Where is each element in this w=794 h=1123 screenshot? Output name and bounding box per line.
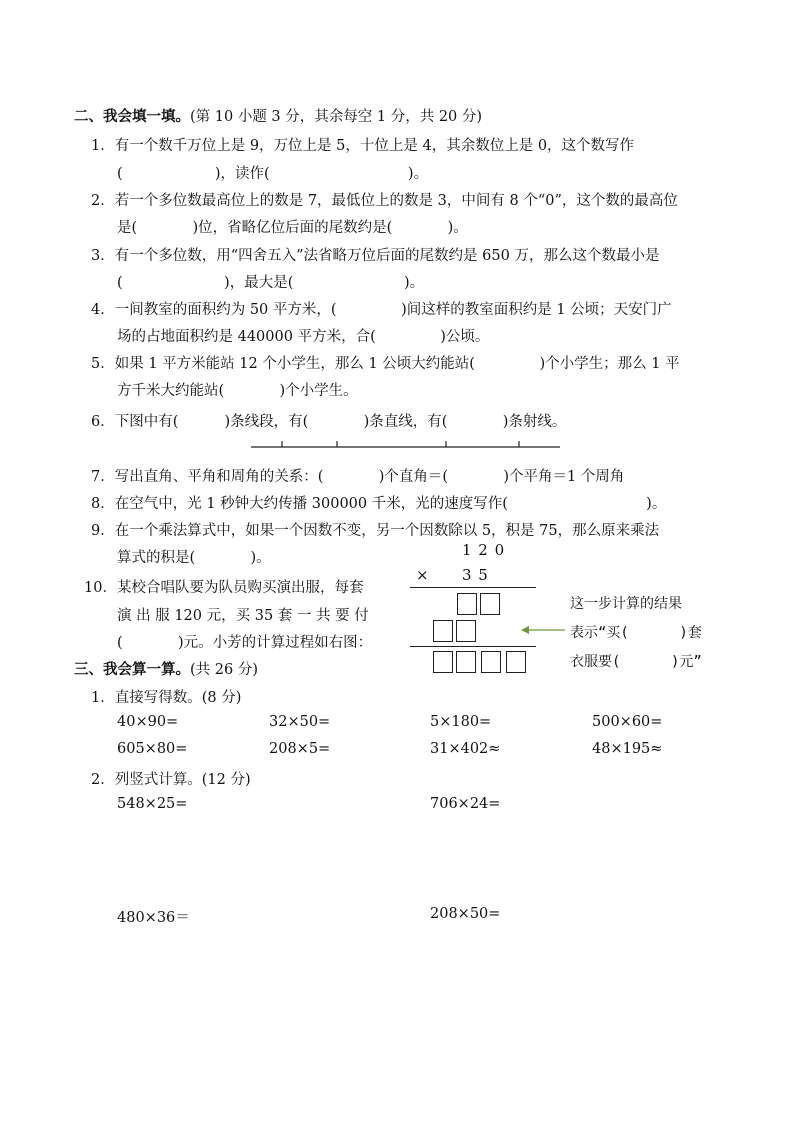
vertical-problem: 480×36＝ xyxy=(117,910,190,926)
oral-problem: 605×80= xyxy=(117,741,188,757)
annotation-line-3: 衣服要( )元” xyxy=(570,654,702,670)
answer-box[interactable] xyxy=(456,620,476,642)
answer-box[interactable] xyxy=(456,651,476,673)
question-9-line-2: 算式的积是( )。 xyxy=(117,550,271,566)
answer-box[interactable] xyxy=(481,651,501,673)
oral-problem: 31×402≈ xyxy=(430,741,501,757)
question-3-line-1: 3．有一个多位数，用“四舍五入”法省略万位后面的尾数约是 650 万，那么这个数最小是 xyxy=(91,248,660,264)
answer-box[interactable] xyxy=(433,651,453,673)
question-6: 6．下图中有( )条线段，有( )条直线，有( )条射线。 xyxy=(91,414,567,430)
annotation-line-2: 表示“买( )套 xyxy=(570,625,702,641)
question-10-line-2: 演 出 服 120 元，买 35 套 一 共 要 付 xyxy=(117,608,369,624)
part-1-heading: 1．直接写得数。(8 分) xyxy=(91,690,242,706)
answer-box[interactable] xyxy=(506,651,526,673)
section-2-heading xyxy=(74,105,482,126)
question-1-line-1: 1．有一个数千万位上是 9，万位上是 5，十位上是 4，其余数位上是 0，这个数写作 xyxy=(91,138,635,154)
oral-problem: 40×90= xyxy=(117,714,179,730)
vertical-problem: 548×25= xyxy=(117,796,188,812)
multiplier: 3 5 xyxy=(462,566,489,584)
multiply-sign: × xyxy=(416,566,429,584)
answer-box[interactable] xyxy=(433,620,453,642)
multiplicand: 1 2 0 xyxy=(462,541,506,559)
section-2-title: 二、我会填一填。 xyxy=(74,108,190,125)
line-segment-figure xyxy=(248,438,564,454)
section-3-note: (共 26 分) xyxy=(190,662,258,678)
question-2-line-2: 是( )位，省略亿位后面的尾数约是( )。 xyxy=(117,220,468,236)
oral-problem: 32×50= xyxy=(269,714,331,730)
oral-problem: 500×60= xyxy=(592,714,663,730)
question-3-line-2: ( )，最大是( )。 xyxy=(117,275,425,291)
question-1-line-2: ( )，读作( )。 xyxy=(117,166,429,182)
question-10-line-1: 10．某校合唱队要为队员购买演出服，每套 xyxy=(84,580,364,596)
multiplication-rule-2 xyxy=(410,646,536,647)
oral-problem: 5×180= xyxy=(430,714,492,730)
vertical-problem: 706×24= xyxy=(430,796,501,812)
question-2-line-1: 2．若一个多位数最高位上的数是 7，最低位上的数是 3，中间有 8 个“0”，这个数的最高位 xyxy=(91,193,678,209)
question-7: 7．写出直角、平角和周角的关系：( )个直角＝( )个平角＝1 个周角 xyxy=(91,469,625,485)
answer-box[interactable] xyxy=(457,593,477,615)
question-4-line-1: 4．一间教室的面积约为 50 平方米，( )间这样的教室面积约是 1 公顷；天安门广 xyxy=(91,302,672,318)
question-4-line-2: 场的占地面积约是 440000 平方米，合( )公顷。 xyxy=(117,329,490,345)
question-10-line-3: ( )元。小芳的计算过程如右图： xyxy=(117,635,373,651)
section-3-title: 三、我会算一算。 xyxy=(74,661,190,678)
question-5-line-2: 方千米大约能站( )个小学生。 xyxy=(117,383,358,399)
oral-problem: 208×5= xyxy=(269,741,331,757)
section-2-note: (第 10 小题 3 分，其余每空 1 分，共 20 分) xyxy=(190,109,483,125)
pointer-arrow-icon xyxy=(519,622,567,638)
multiplication-rule-1 xyxy=(410,587,536,588)
question-9-line-1: 9．在一个乘法算式中，如果一个因数不变，另一个因数除以 5，积是 75，那么原来乘法 xyxy=(91,523,660,539)
part-2-heading: 2．列竖式计算。(12 分) xyxy=(91,772,251,788)
oral-problem: 48×195≈ xyxy=(592,741,663,757)
annotation-line-1: 这一步计算的结果 xyxy=(570,596,682,612)
vertical-problem: 208×50= xyxy=(430,906,501,922)
answer-box[interactable] xyxy=(480,593,500,615)
section-3-heading xyxy=(74,658,258,679)
question-8: 8．在空气中，光 1 秒钟大约传播 300000 千米，光的速度写作( )。 xyxy=(91,496,667,512)
question-5-line-1: 5．如果 1 平方米能站 12 个小学生，那么 1 公顷大约能站( )个小学生；那么 1 平 xyxy=(91,356,680,372)
